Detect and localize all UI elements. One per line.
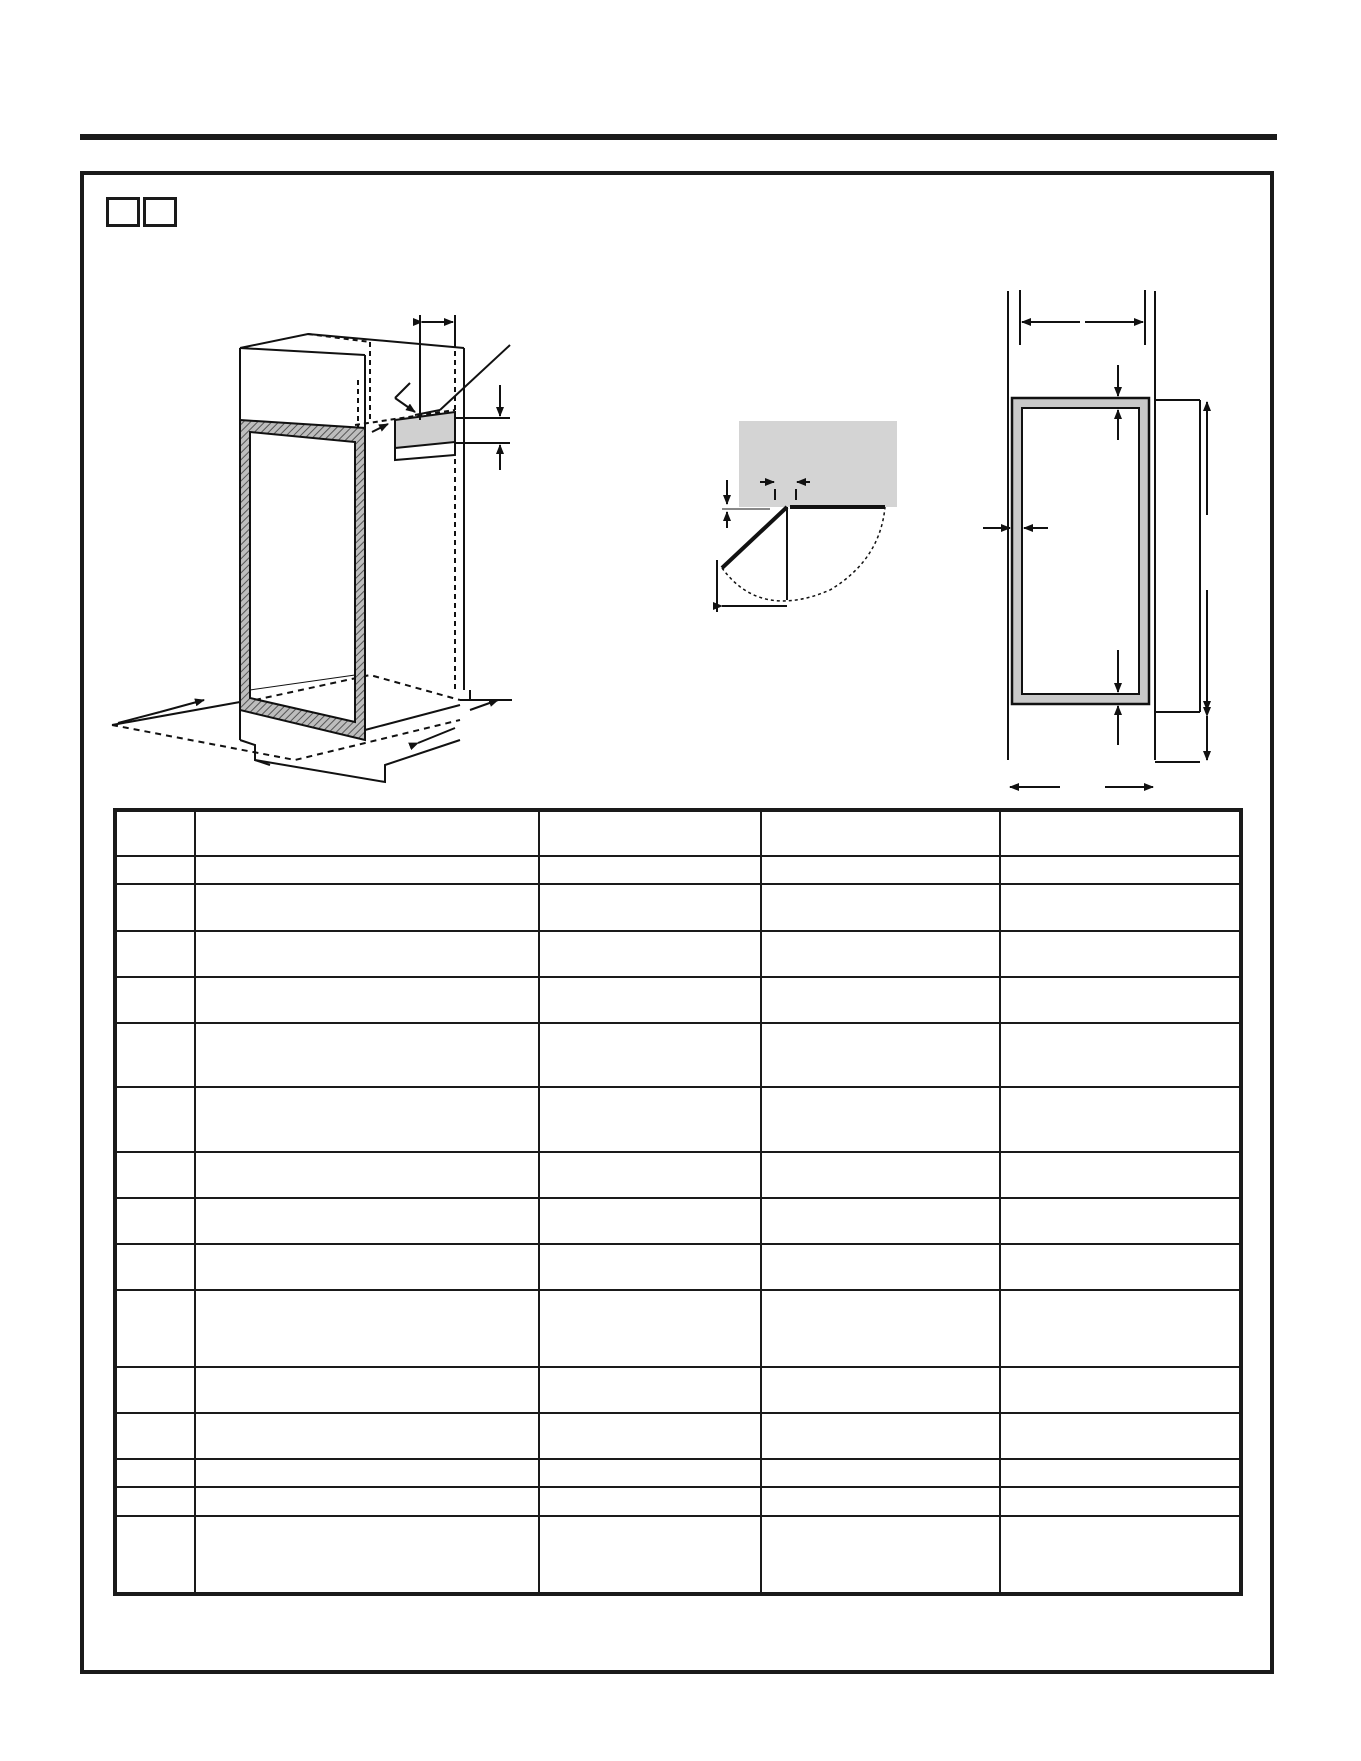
table-cell (539, 977, 761, 1023)
table-cell (115, 977, 195, 1023)
table-row (115, 1023, 1241, 1087)
table-cell (195, 1367, 539, 1413)
table-row (115, 1487, 1241, 1515)
table-cell (761, 1516, 1000, 1594)
table-row (115, 931, 1241, 977)
table-cell (761, 1487, 1000, 1515)
table-cell (539, 884, 761, 930)
table-cell (761, 931, 1000, 977)
table-cell (195, 1023, 539, 1087)
table-cell (539, 1198, 761, 1244)
table-cell (761, 1459, 1000, 1487)
table-cell (1000, 1023, 1241, 1087)
table-cell (195, 931, 539, 977)
table-cell (539, 1487, 761, 1515)
table-cell (1000, 977, 1241, 1023)
table-cell (115, 1487, 195, 1515)
table-cell (539, 1459, 761, 1487)
table-cell (195, 1244, 539, 1290)
table-cell (1000, 931, 1241, 977)
table-cell (195, 856, 539, 884)
table-cell (761, 1413, 1000, 1459)
table-cell (761, 856, 1000, 884)
table-cell (1000, 1087, 1241, 1151)
table-cell (761, 977, 1000, 1023)
table-row (115, 1152, 1241, 1198)
table-cell (1000, 1367, 1241, 1413)
table-cell (761, 1087, 1000, 1151)
table-cell (115, 856, 195, 884)
table-cell (539, 1023, 761, 1087)
table-row (115, 884, 1241, 930)
table-cell (761, 810, 1000, 856)
table-cell (115, 1023, 195, 1087)
table-cell (761, 1152, 1000, 1198)
table-cell (539, 1244, 761, 1290)
table-cell (761, 1367, 1000, 1413)
table-cell (115, 931, 195, 977)
spec-table (113, 808, 1243, 1596)
table-row (115, 1198, 1241, 1244)
table-cell (195, 1087, 539, 1151)
table-cell (539, 1290, 761, 1366)
table-cell (195, 884, 539, 930)
table-row (115, 1367, 1241, 1413)
table-cell (115, 1152, 195, 1198)
table-cell (1000, 1487, 1241, 1515)
table-cell (115, 810, 195, 856)
table-row (115, 856, 1241, 884)
table-cell (1000, 1290, 1241, 1366)
table-cell (539, 1087, 761, 1151)
table-row (115, 1516, 1241, 1594)
door-swing-diagram (717, 421, 897, 612)
table-cell (195, 977, 539, 1023)
table-cell (195, 1198, 539, 1244)
table-cell (195, 1152, 539, 1198)
table-row (115, 977, 1241, 1023)
table-header-row (115, 810, 1241, 856)
table-cell (539, 1367, 761, 1413)
table-cell (115, 1244, 195, 1290)
table-row (115, 1244, 1241, 1290)
table-row (115, 1290, 1241, 1366)
table-cell (115, 1516, 195, 1594)
table-cell (195, 810, 539, 856)
table-cell (539, 1152, 761, 1198)
table-cell (761, 1023, 1000, 1087)
table-cell (115, 1290, 195, 1366)
table-cell (761, 1290, 1000, 1366)
table-cell (1000, 1152, 1241, 1198)
table-cell (1000, 1198, 1241, 1244)
table-cell (195, 1516, 539, 1594)
table-cell (195, 1487, 539, 1515)
table-cell (115, 1413, 195, 1459)
front-opening-diagram (983, 290, 1207, 787)
table-row (115, 1459, 1241, 1487)
table-row (115, 1413, 1241, 1459)
table-cell (115, 1087, 195, 1151)
table-cell (1000, 856, 1241, 884)
table-cell (115, 1198, 195, 1244)
table-cell (115, 1367, 195, 1413)
table-cell (1000, 884, 1241, 930)
table-cell (1000, 1516, 1241, 1594)
table-cell (195, 1459, 539, 1487)
table-cell (539, 1413, 761, 1459)
table-cell (1000, 810, 1241, 856)
table-cell (1000, 1244, 1241, 1290)
table-cell (761, 884, 1000, 930)
cabinet-opening-frame (240, 420, 365, 740)
table-cell (1000, 1459, 1241, 1487)
table-row (115, 1087, 1241, 1151)
table-cell (539, 856, 761, 884)
table-cell (539, 810, 761, 856)
table-cell (115, 1459, 195, 1487)
table-cell (539, 931, 761, 977)
table-cell (761, 1244, 1000, 1290)
table-cell (195, 1413, 539, 1459)
table-cell (761, 1198, 1000, 1244)
table-cell (195, 1290, 539, 1366)
table-cell (539, 1516, 761, 1594)
table-cell (115, 884, 195, 930)
table-cell (1000, 1413, 1241, 1459)
